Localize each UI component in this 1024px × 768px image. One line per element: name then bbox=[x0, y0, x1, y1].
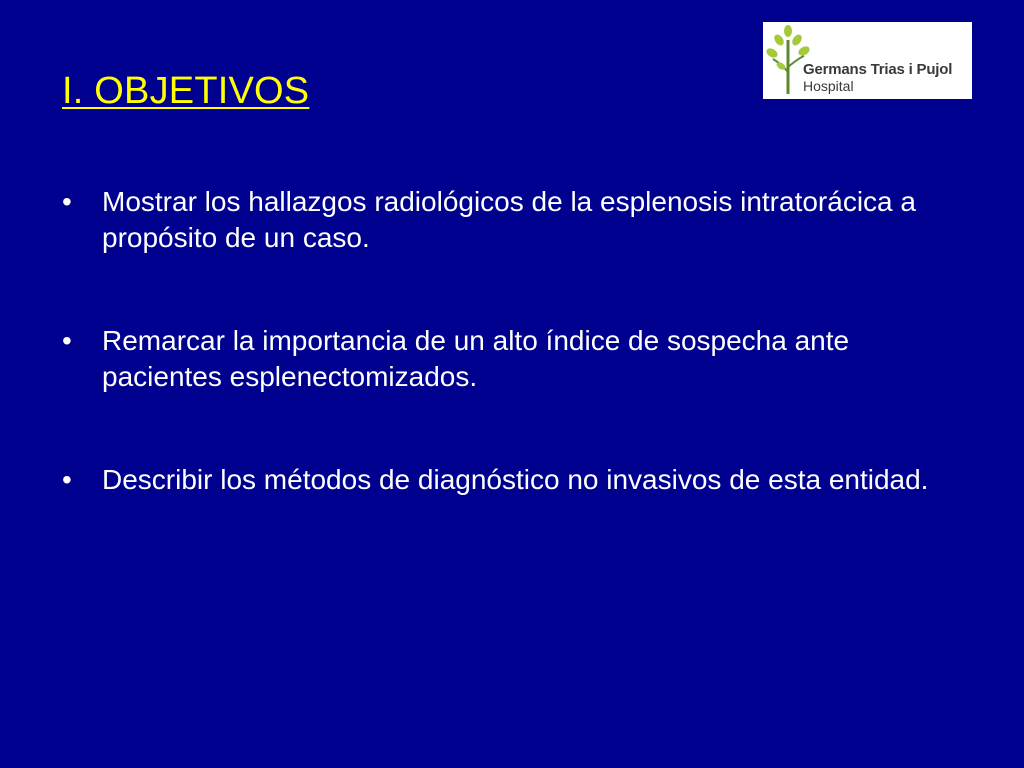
bullet-marker: • bbox=[62, 325, 72, 356]
list-item bbox=[62, 323, 962, 395]
logo-subtitle: Hospital bbox=[803, 78, 854, 94]
objectives-list bbox=[62, 184, 962, 565]
bullet-text: Describir los métodos de diagnóstico no invasivos de esta entidad. bbox=[102, 464, 929, 495]
bullet-marker: • bbox=[62, 464, 72, 495]
logo-name: Germans Trias i Pujol bbox=[803, 61, 953, 78]
bullet-marker: • bbox=[62, 186, 72, 217]
bullet-text: Mostrar los hallazgos radiológicos de la esplenosis intratorácica a propósito de un caso. bbox=[102, 186, 916, 253]
slide-title: I. OBJETIVOS bbox=[62, 70, 310, 112]
list-item bbox=[62, 462, 962, 498]
bullet-text: Remarcar la importancia de un alto índice de sospecha ante pacientes esplenectomizados. bbox=[102, 325, 850, 392]
list-item bbox=[62, 184, 962, 256]
hospital-logo bbox=[763, 22, 972, 99]
